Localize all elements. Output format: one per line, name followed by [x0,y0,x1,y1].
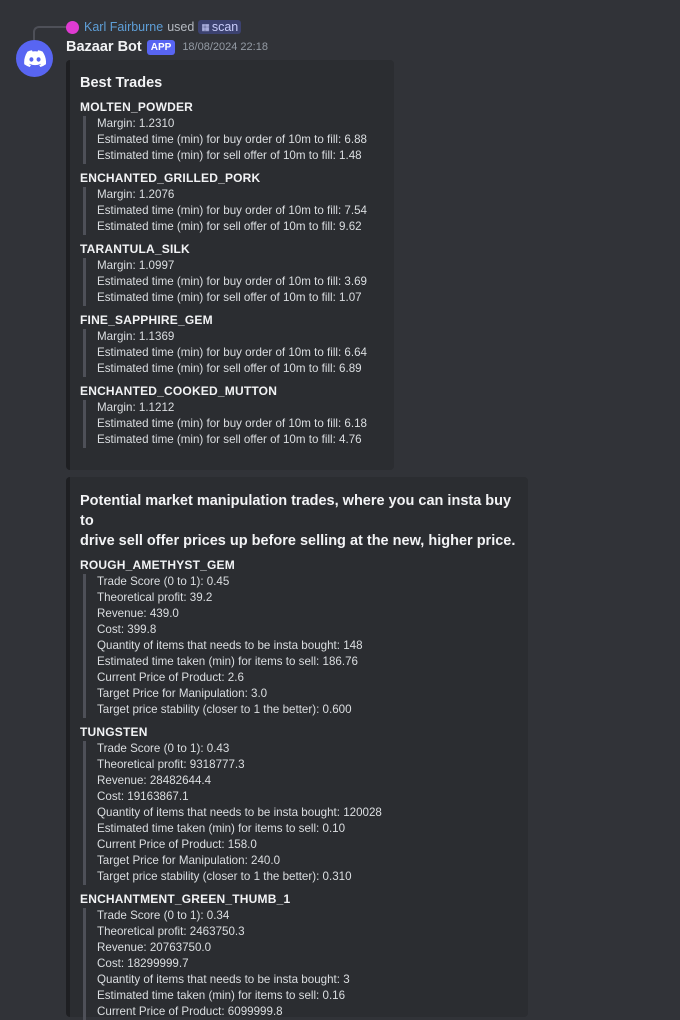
field-name: ENCHANTED_COOKED_MUTTON [80,384,278,398]
field-quote-block [83,329,382,377]
field-name: TUNGSTEN [80,725,148,739]
field-line: Estimated time (min) for sell offer of 10m to fill: 9.62 [97,220,362,233]
field-line: Estimated time (min) for buy order of 10m to fill: 6.18 [97,417,367,430]
field-name: FINE_SAPPHIRE_GEM [80,313,213,327]
field-line: Cost: 19163867.1 [97,790,189,803]
field-quote-block [83,908,516,1020]
command-usage-line [66,19,241,35]
used-label: used [167,20,195,34]
message-timestamp[interactable]: 18/08/2024 22:18 [182,41,268,53]
slash-command-icon: ▦ [201,21,210,32]
field-quote-block [83,574,516,718]
field-line: Estimated time (min) for sell offer of 10m to fill: 4.76 [97,433,362,446]
message-header [66,39,268,55]
embed-field [80,724,516,885]
field-line: Quantity of items that needs to be insta bought: 3 [97,973,350,986]
field-line: Revenue: 28482644.4 [97,774,212,787]
field-line: Margin: 1.0997 [97,259,175,272]
field-line: Margin: 1.1369 [97,330,175,343]
field-line: Target price stability (closer to 1 the better): 0.600 [97,703,352,716]
embed-title-line: drive sell offer prices up before selling at the new, higher price. [80,533,516,549]
command-mention[interactable] [198,20,241,34]
field-line: Theoretical profit: 2463750.3 [97,925,245,938]
embed-field [80,241,382,306]
field-quote-block [83,400,382,448]
field-name: ENCHANTED_GRILLED_PORK [80,171,261,185]
field-line: Quantity of items that needs to be insta bought: 120028 [97,806,382,819]
best-trades-embed [66,60,394,470]
field-line: Estimated time (min) for sell offer of 10m to fill: 1.07 [97,291,362,304]
field-line: Target price stability (closer to 1 the better): 0.310 [97,870,352,883]
field-line: Theoretical profit: 9318777.3 [97,758,245,771]
field-line: Current Price of Product: 2.6 [97,671,244,684]
embed-field [80,170,382,235]
field-line: Estimated time taken (min) for items to sell: 0.10 [97,822,346,835]
field-line: Trade Score (0 to 1): 0.43 [97,742,230,755]
field-line: Trade Score (0 to 1): 0.34 [97,909,230,922]
embed-field [80,99,382,164]
field-line: Quantity of items that needs to be insta bought: 148 [97,639,363,652]
embed-title: Best Trades [80,75,163,91]
field-line: Margin: 1.2076 [97,188,175,201]
embed-field [80,383,382,448]
field-quote-block [83,187,382,235]
field-name: MOLTEN_POWDER [80,100,194,114]
field-name: ROUGH_AMETHYST_GEM [80,558,235,572]
app-badge: APP [147,40,176,55]
field-line: Estimated time (min) for buy order of 10m to fill: 3.69 [97,275,367,288]
field-line: Estimated time (min) for buy order of 10m to fill: 6.88 [97,133,367,146]
embed-fields [80,557,516,1020]
embed-field [80,312,382,377]
field-name: TARANTULA_SILK [80,242,190,256]
bot-name[interactable]: Bazaar Bot [66,39,142,55]
field-line: Cost: 399.8 [97,623,157,636]
field-line: Cost: 18299999.7 [97,957,189,970]
field-quote-block [83,258,382,306]
manipulation-trades-embed [66,477,528,1017]
field-line: Revenue: 20763750.0 [97,941,212,954]
field-line: Current Price of Product: 6099999.8 [97,1005,283,1018]
field-line: Margin: 1.1212 [97,401,175,414]
field-line: Estimated time (min) for buy order of 10m to fill: 6.64 [97,346,367,359]
field-line: Estimated time (min) for buy order of 10m to fill: 7.54 [97,204,367,217]
discord-logo-icon [24,50,46,67]
command-user[interactable]: Karl Fairburne [84,20,164,34]
field-line: Theoretical profit: 39.2 [97,591,213,604]
field-line: Trade Score (0 to 1): 0.45 [97,575,230,588]
field-line: Target Price for Manipulation: 240.0 [97,854,281,867]
embed-fields [80,99,382,448]
user-avatar[interactable] [66,21,79,34]
field-line: Current Price of Product: 158.0 [97,838,257,851]
field-name: ENCHANTMENT_GREEN_THUMB_1 [80,892,291,906]
field-line: Target Price for Manipulation: 3.0 [97,687,268,700]
field-line: Estimated time taken (min) for items to sell: 186.76 [97,655,358,668]
bot-avatar[interactable] [16,40,53,77]
field-quote-block [83,741,516,885]
embed-title-line: Potential market manipulation trades, where you can insta buy to [80,493,512,529]
embed-title [80,491,516,551]
embed-field [80,557,516,718]
field-line: Revenue: 439.0 [97,607,179,620]
field-line: Estimated time (min) for sell offer of 10m to fill: 6.89 [97,362,362,375]
field-quote-block [83,116,382,164]
command-name: scan [211,20,239,34]
embed-field [80,891,516,1020]
field-line: Estimated time taken (min) for items to sell: 0.16 [97,989,346,1002]
field-line: Margin: 1.2310 [97,117,175,130]
field-line: Estimated time (min) for sell offer of 10m to fill: 1.48 [97,149,362,162]
reply-connector [33,26,67,40]
